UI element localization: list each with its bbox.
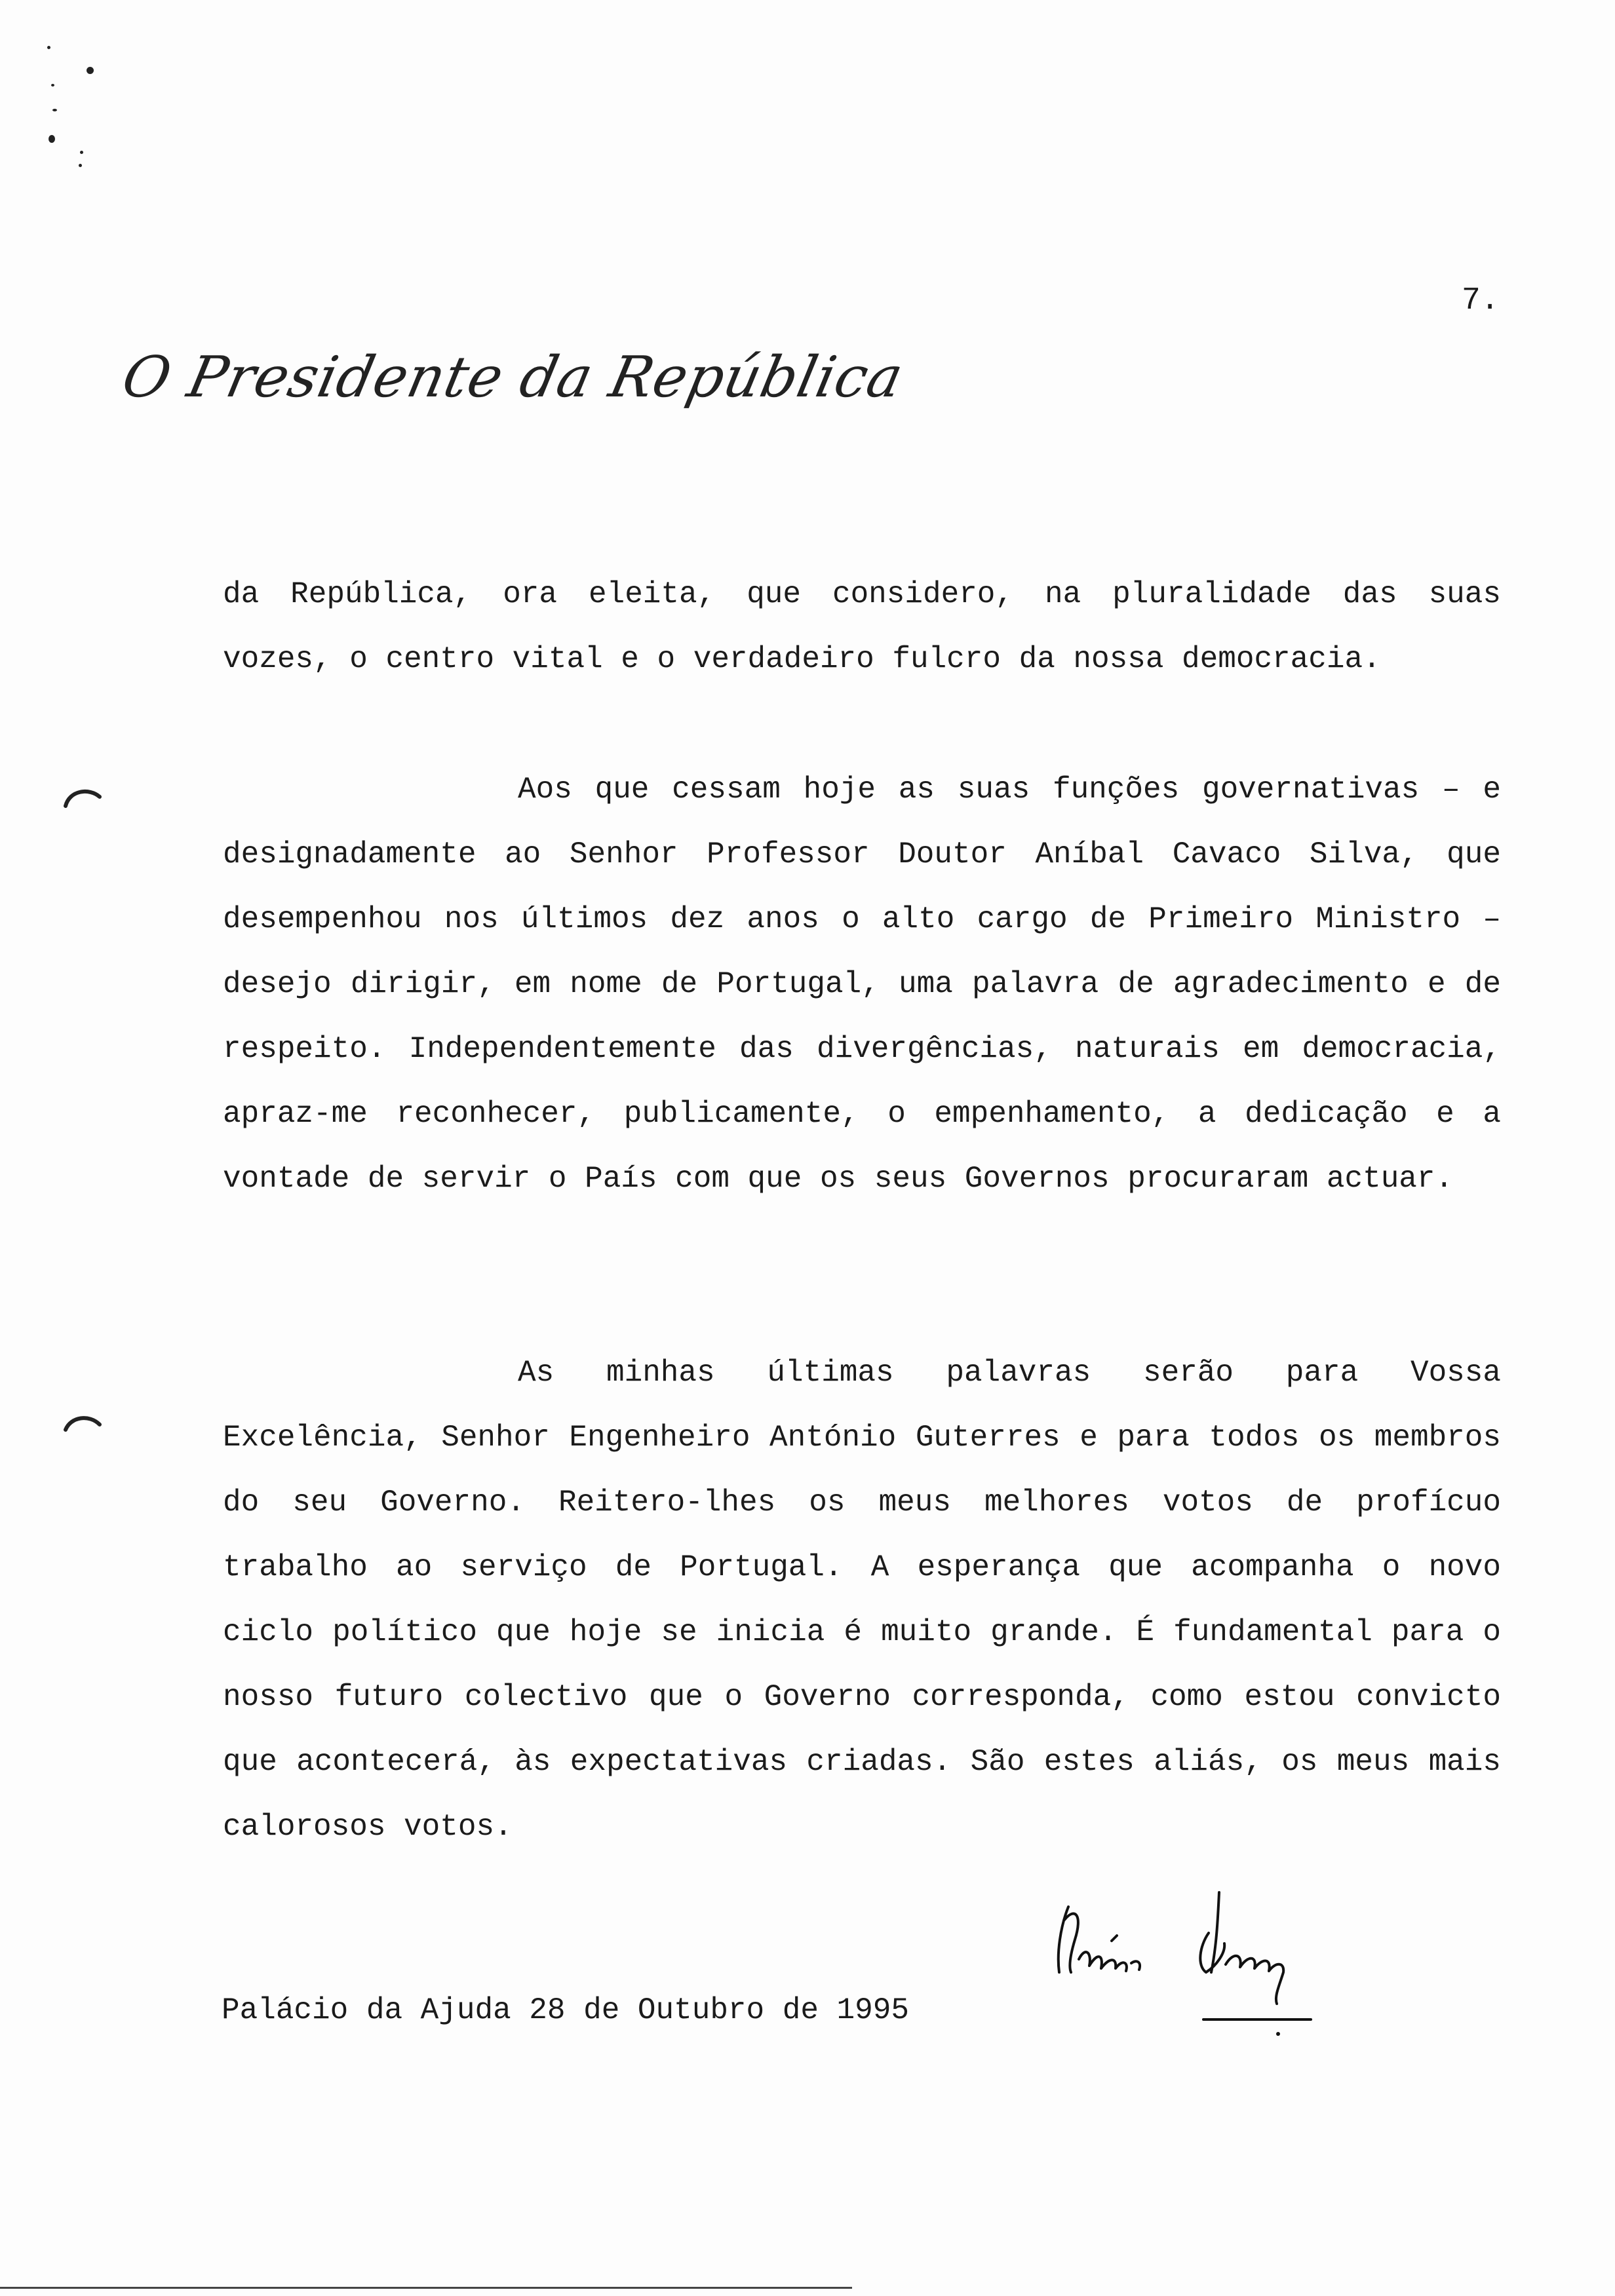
scan-speck [47,46,50,49]
scan-speck [52,109,57,111]
paragraph: Aos que cessam hoje as suas funções governativas – e designadamente ao Senhor Professor Doutor Aníbal Cavaco Silva, que desempenhou nos últimos dez anos o alto cargo de Primeiro Ministro – desejo dirigir, em nome de Portugal, uma palavra de agradecimento e de respeito. Independentemente das divergências, naturais em democracia, apraz-me reconhecer, publicamente, o empenhamento, a dedicação e a vontade de servir o País com que os seus Governos procuraram actuar. [223,773,1501,1196]
paragraph: As minhas últimas palavras serão para Vossa Excelência, Senhor Engenheiro António Guterres e para todos os membros do seu Governo. Reitero-lhes os meus melhores votos de profícuo trabalho ao serviço de Portugal. A esperança que acompanha o novo ciclo político que hoje se inicia é muito grande. É fundamental para o nosso futuro colectivo que o Governo corresponda, como estou convicto que acontecerá, às expectativas criadas. São estes aliás, os meus mais calorosos votos. [223,1356,1501,1844]
letterhead-title: O Presidente da República [117,345,909,410]
paragraph: da República, ora eleita, que considero, na pluralidade das suas vozes, o centro vital e o verdadeiro fulcro da nossa democracia. [223,577,1501,676]
scan-speck [49,135,55,143]
scan-speck [87,67,94,74]
scan-speck [51,84,54,86]
scan-speck [80,151,83,154]
scan-speck [79,164,82,167]
page-number: 7. [1462,283,1500,318]
margin-mark-icon [63,1410,102,1436]
scan-edge-line [0,2287,852,2289]
handwritten-signature [1049,1881,1324,2038]
margin-mark-icon [63,784,102,810]
place-and-date: Palácio da Ajuda 28 de Outubro de 1995 [222,1993,909,2027]
